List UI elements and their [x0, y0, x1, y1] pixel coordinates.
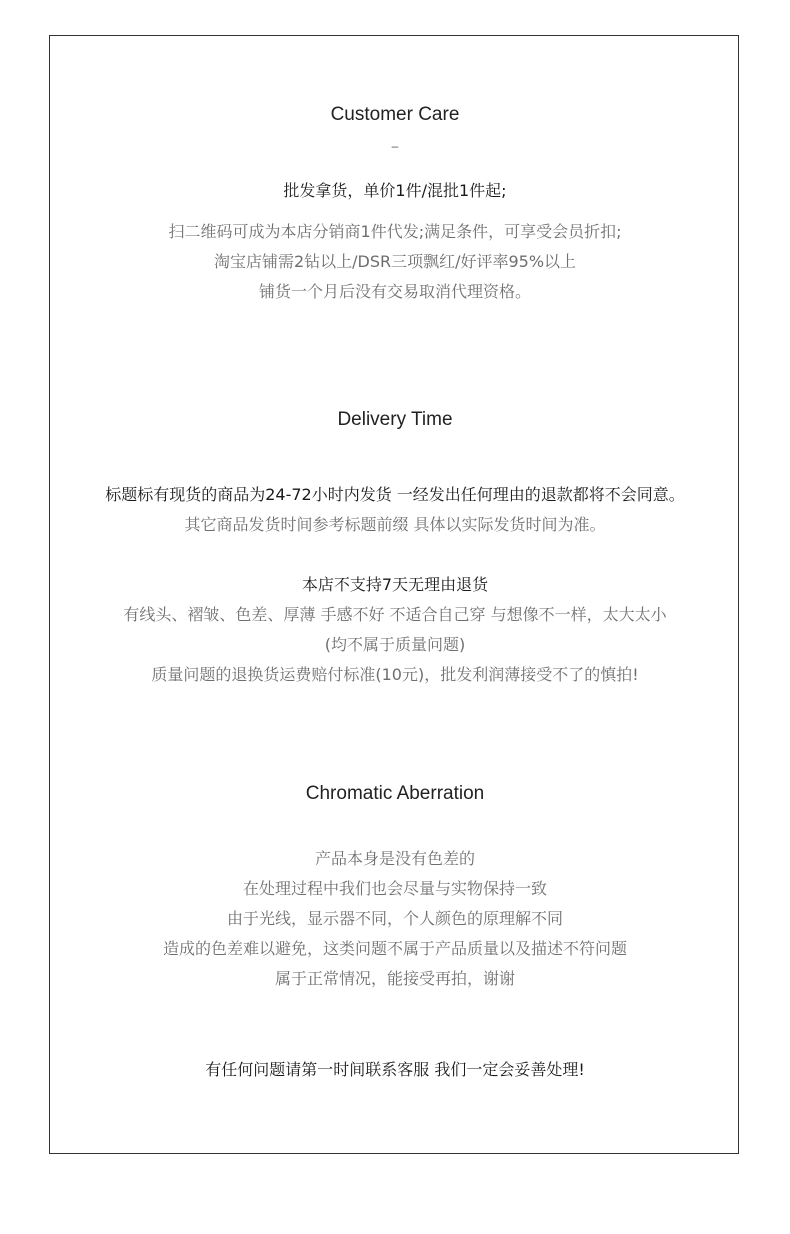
color-line-1: 产品本身是没有色差的 [314, 849, 475, 868]
wholesale-lead: 批发拿货，单价1件/混批1件起; [283, 181, 507, 200]
shop-requirement-line: 淘宝店铺需2钻以上/DSR三项飘红/好评率95%以上 [213, 252, 577, 271]
return-exclusion-line: 有线头、褶皱、色差、厚薄 手感不好 不适合自己穿 与想像不一样，太大太小 [123, 605, 667, 624]
title-divider: – [391, 139, 399, 153]
color-line-4: 造成的色差难以避免，这类问题不属于产品质量以及描述不符问题 [162, 939, 627, 958]
customer-care-title: Customer Care [330, 104, 460, 125]
chromatic-aberration-title: Chromatic Aberration [305, 783, 485, 804]
agent-cancel-line: 铺货一个月后没有交易取消代理资格。 [258, 282, 531, 301]
in-stock-shipping-line: 标题标有现货的商品为24-72小时内发货 一经发出任何理由的退款都将不会同意。 [105, 485, 685, 504]
no-return-heading: 本店不支持7天无理由退货 [301, 575, 489, 594]
distributor-line: 扫二维码可成为本店分销商1件代发;满足条件，可享受会员折扣; [168, 222, 622, 241]
return-compensation-line: 质量问题的退换货运费赔付标准(10元)，批发利润薄接受不了的慎拍! [151, 665, 639, 684]
other-shipping-line: 其它商品发货时间参考标题前缀 具体以实际发货时间为准。 [184, 515, 606, 534]
delivery-time-title: Delivery Time [337, 409, 453, 430]
not-quality-issue-line: (均不属于质量问题) [324, 635, 466, 654]
contact-service-line: 有任何问题请第一时间联系客服 我们一定会妥善处理! [205, 1060, 585, 1079]
color-line-5: 属于正常情况，能接受再拍，谢谢 [274, 969, 515, 988]
color-line-2: 在处理过程中我们也会尽量与实物保持一致 [242, 879, 547, 898]
color-line-3: 由于光线，显示器不同，个人颜色的原理解不同 [226, 909, 563, 928]
